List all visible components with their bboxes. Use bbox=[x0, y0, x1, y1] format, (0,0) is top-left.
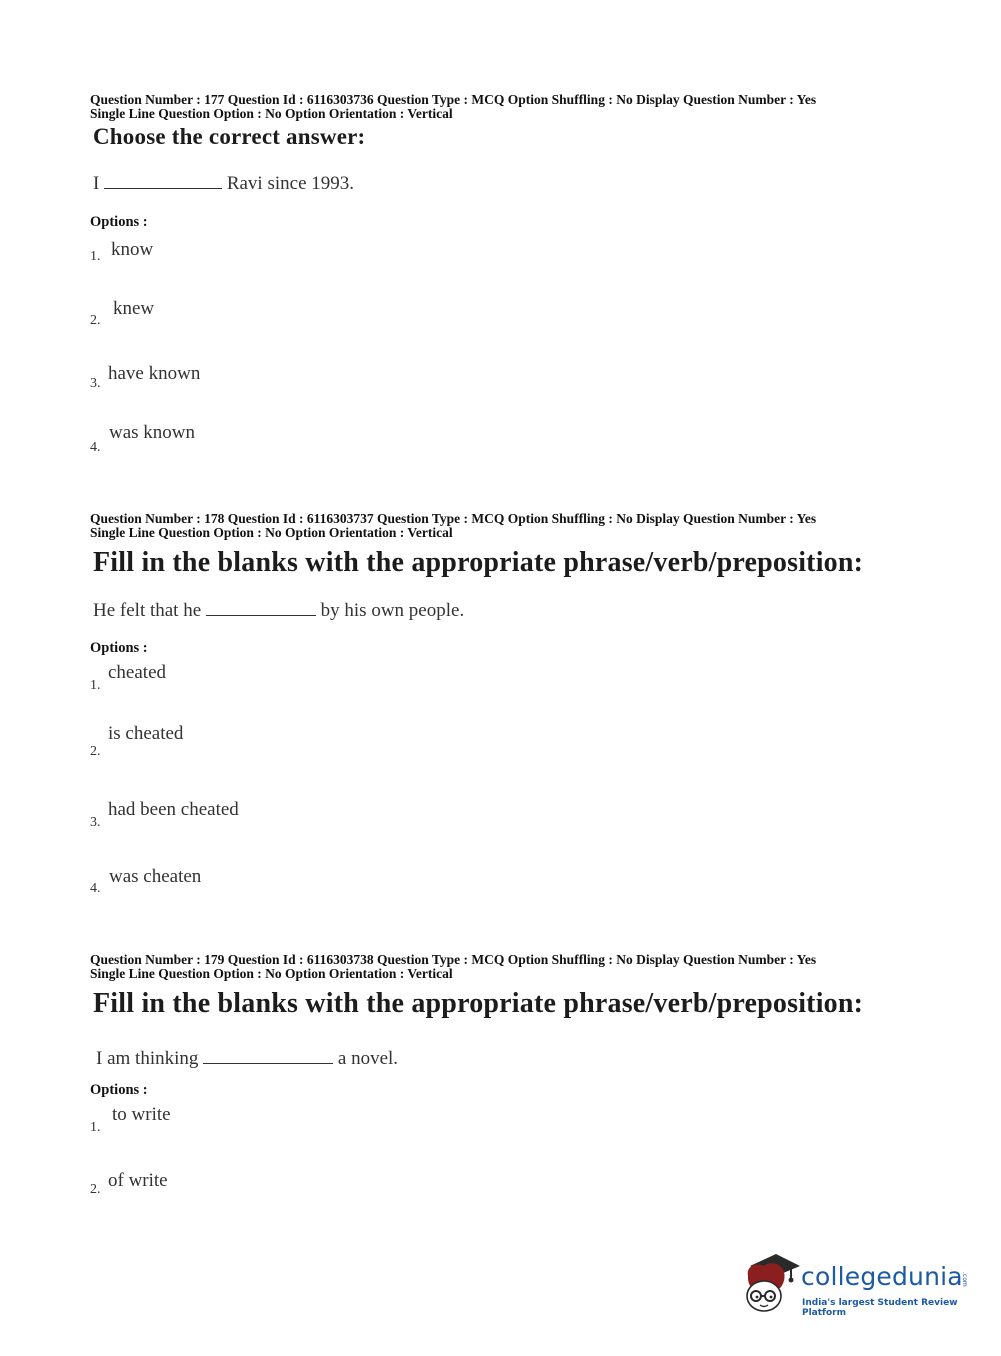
option-text: to write bbox=[112, 1104, 171, 1125]
option-text: is cheated bbox=[108, 723, 184, 744]
answer-blank bbox=[206, 597, 316, 616]
question-177-meta-line1: Question Number : 177 Question Id : 6116303736 Question Type : MCQ Option Shuffling : No Display Question Number : Yes bbox=[90, 92, 817, 107]
stem-after: a novel. bbox=[337, 1048, 399, 1069]
mascot-icon bbox=[742, 1250, 804, 1316]
option-number: 3. bbox=[90, 376, 101, 391]
option-text: know bbox=[111, 239, 154, 260]
question-177-options-label: Options : bbox=[90, 214, 148, 230]
question-177-meta-line2: Single Line Question Option : No Option Orientation : Vertical bbox=[90, 106, 453, 121]
question-179-meta-line2: Single Line Question Option : No Option Orientation : Vertical bbox=[90, 966, 453, 981]
question-177-title: Choose the correct answer: bbox=[93, 124, 366, 149]
question-179-title: Fill in the blanks with the appropriate phrase/verb/preposition: bbox=[93, 988, 864, 1019]
question-177-stem bbox=[93, 170, 354, 195]
option-number: 2. bbox=[90, 1182, 101, 1197]
logo-tagline: India's largest Student Review Platform bbox=[802, 1298, 958, 1318]
option-text: was cheaten bbox=[109, 866, 202, 887]
question-179-meta-line1: Question Number : 179 Question Id : 6116303738 Question Type : MCQ Option Shuffling : No Display Question Number : Yes bbox=[90, 952, 817, 967]
option-number: 2. bbox=[90, 313, 101, 328]
option-text: have known bbox=[108, 363, 201, 384]
question-178-title: Fill in the blanks with the appropriate phrase/verb/preposition: bbox=[93, 547, 864, 578]
option-number: 4. bbox=[90, 440, 101, 455]
question-178-meta-line2: Single Line Question Option : No Option Orientation : Vertical bbox=[90, 525, 453, 540]
stem-before: He felt that he bbox=[93, 600, 202, 621]
option-number: 1. bbox=[90, 249, 101, 264]
logo-wordmark: collegedunia bbox=[801, 1262, 963, 1291]
option-text: had been cheated bbox=[108, 799, 239, 820]
logo-com: .com bbox=[961, 1272, 968, 1287]
question-178-stem bbox=[93, 597, 464, 622]
option-text: was known bbox=[109, 422, 196, 443]
option-number: 3. bbox=[90, 815, 101, 830]
question-179-options-label: Options : bbox=[90, 1082, 148, 1098]
question-178-meta-line1: Question Number : 178 Question Id : 6116303737 Question Type : MCQ Option Shuffling : No Display Question Number : Yes bbox=[90, 511, 817, 526]
option-number: 4. bbox=[90, 881, 101, 896]
answer-blank bbox=[203, 1045, 333, 1064]
stem-before: I am thinking bbox=[96, 1048, 199, 1069]
collegedunia-logo bbox=[742, 1250, 972, 1322]
option-text: cheated bbox=[108, 662, 167, 683]
question-178-options-label: Options : bbox=[90, 640, 148, 656]
stem-after: by his own people. bbox=[320, 600, 465, 621]
option-text: of write bbox=[108, 1170, 168, 1191]
option-number: 1. bbox=[90, 1120, 101, 1135]
answer-blank bbox=[104, 170, 222, 189]
option-number: 2. bbox=[90, 744, 101, 759]
stem-after: Ravi since 1993. bbox=[226, 173, 355, 194]
option-text: knew bbox=[113, 298, 155, 319]
option-number: 1. bbox=[90, 678, 101, 693]
question-179-stem bbox=[96, 1045, 398, 1070]
stem-before: I bbox=[93, 173, 100, 194]
